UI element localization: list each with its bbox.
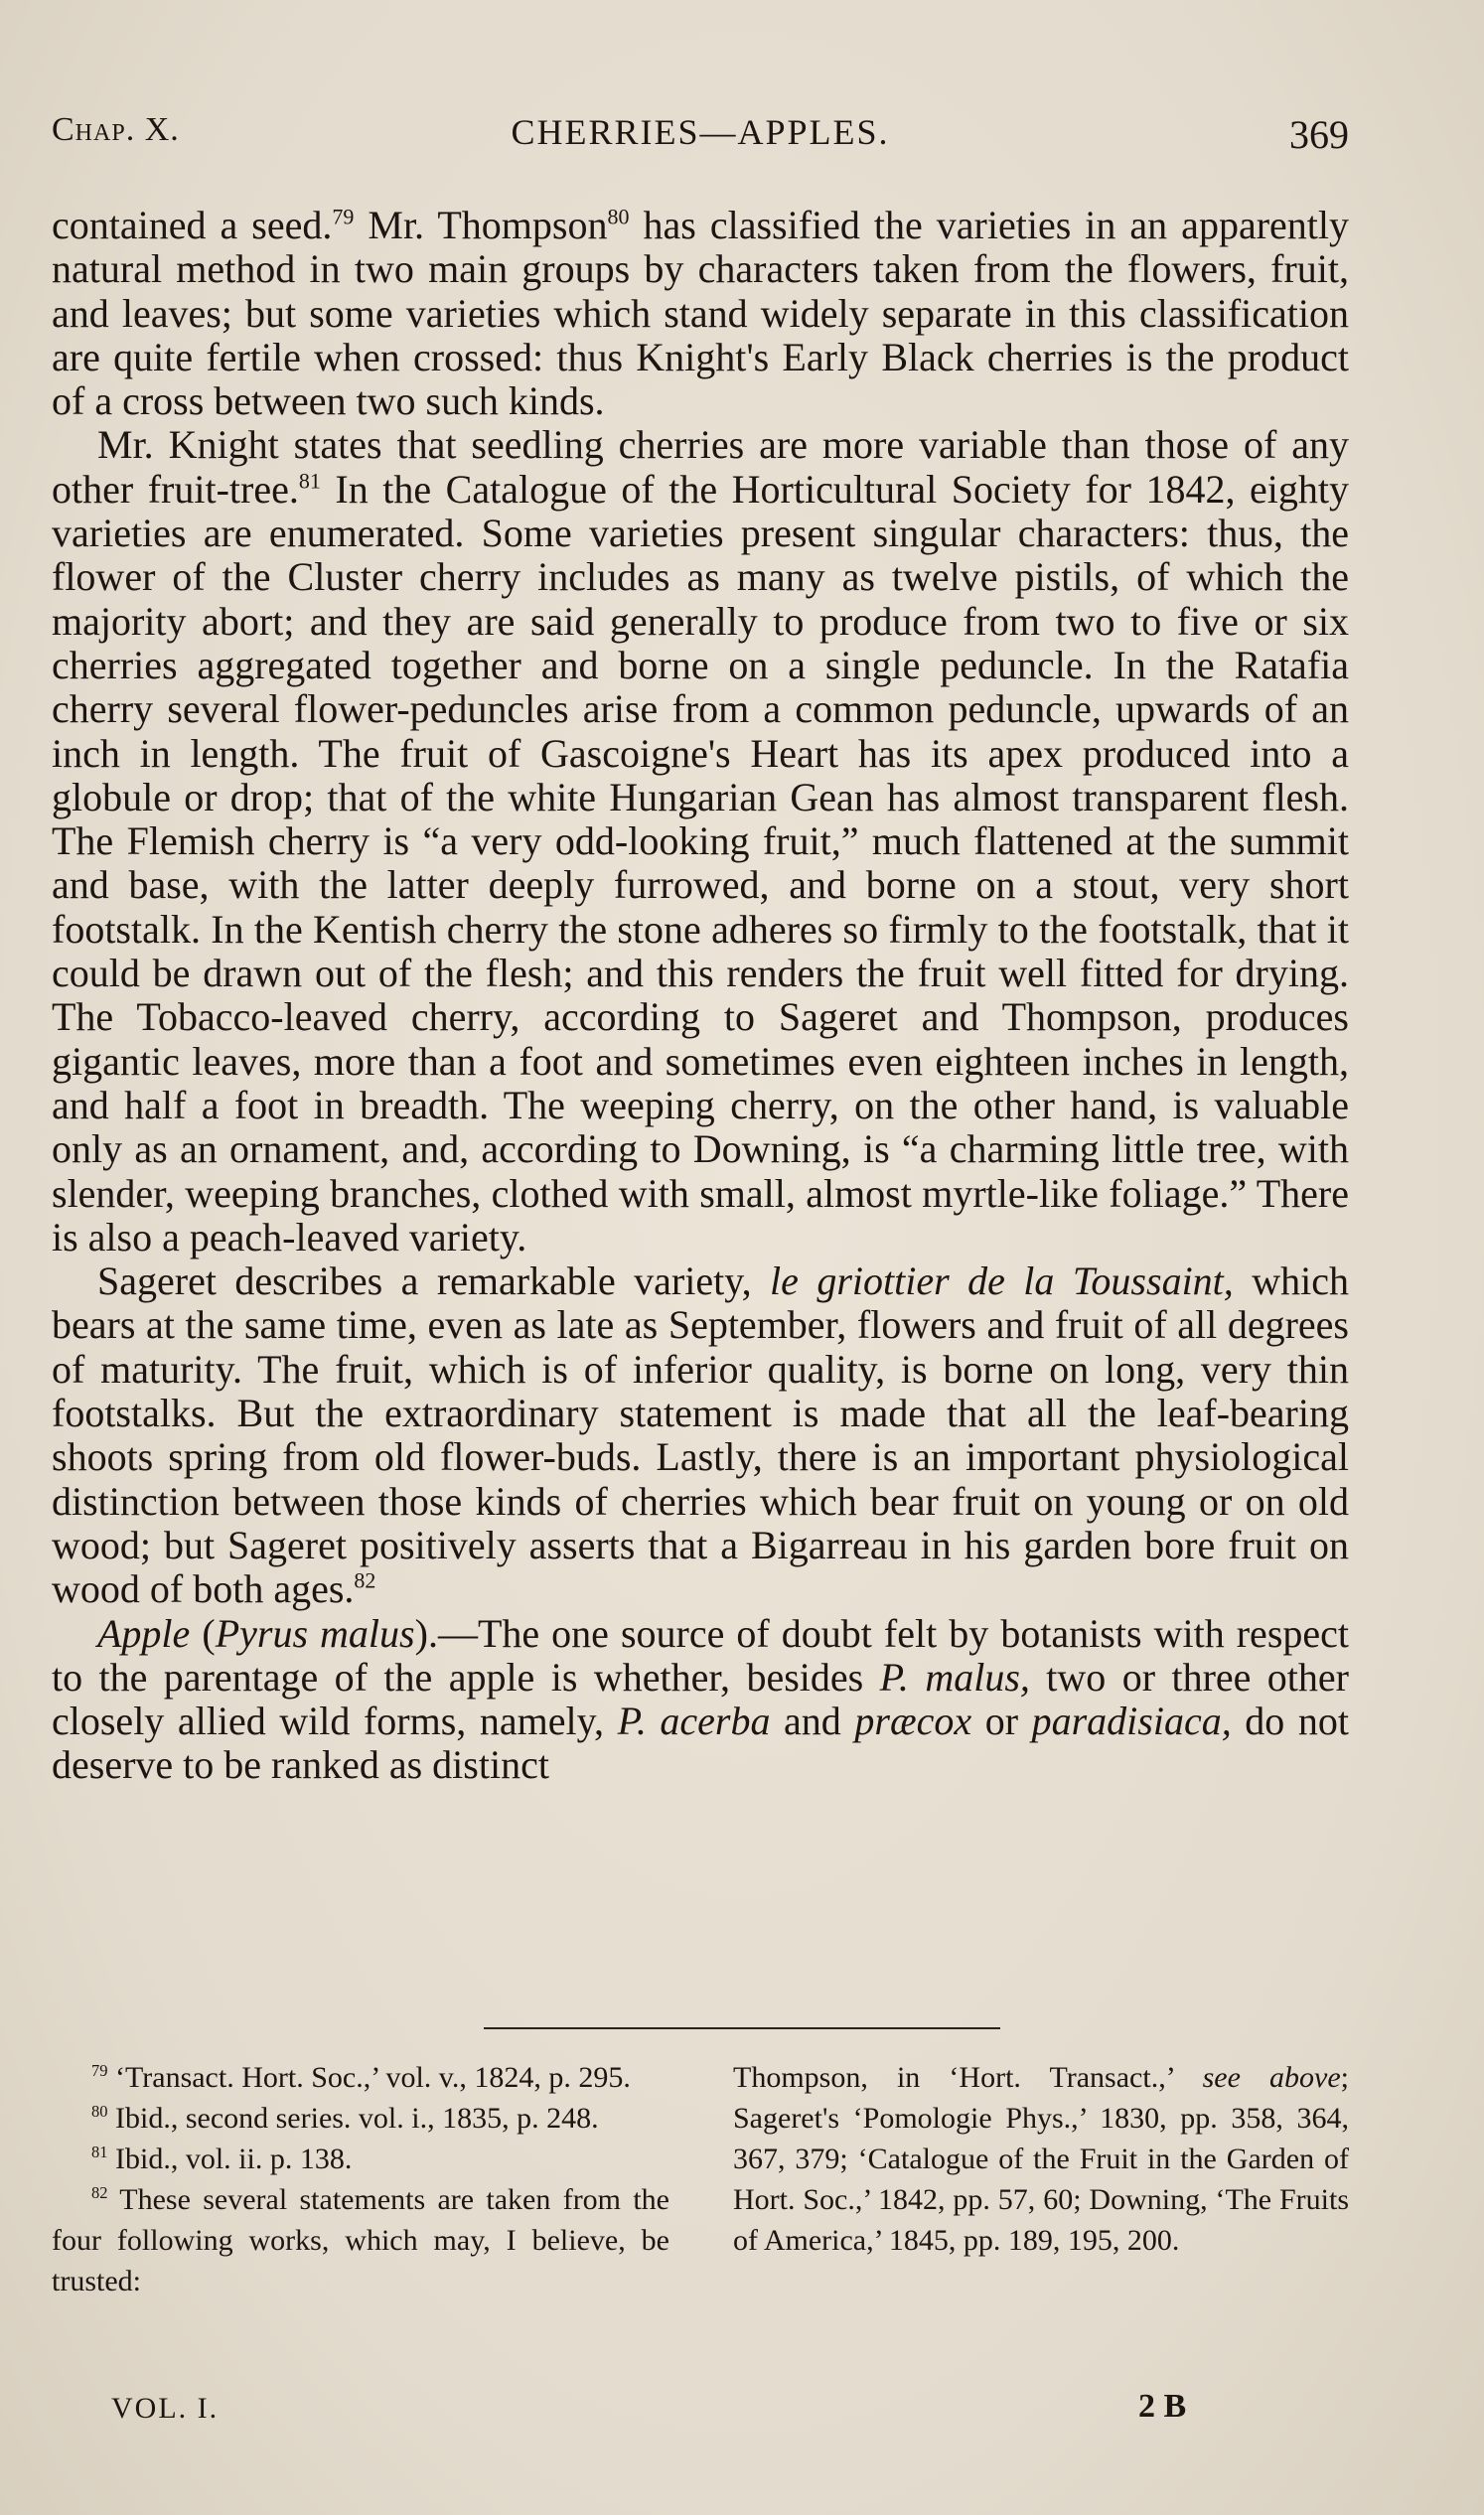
footnote-81: $^{81}$ Ibid., vol. ii. p. 138. xyxy=(91,2143,353,2175)
footnote-79: $^{79}$ ‘Transact. Hort. Soc.,’ vol. v., 1824, p. 295. xyxy=(91,2061,631,2094)
page-number: 369 xyxy=(1289,112,1349,157)
running-title: CHERRIES—APPLES. xyxy=(511,112,890,152)
footnote-ref-82: 82 xyxy=(354,1567,376,1593)
chapter-label: Chap. X. xyxy=(52,111,180,148)
paragraph-sageret-variety: Sageret describes a remarkable variety, le griottier de la Toussaint, which bears at the same time, even as late as September, flowers and fruit of all degrees of maturity. The fruit, which is of inferior quality, is borne on long, very thin footstalks. But the extraordinary statement is made that all the leaf-bearing shoots spring from old flower-buds. Lastly, there is an important physiological distinction between those kinds of cherries which bear fruit on young or on old wood; but Sageret positively asserts that a Bigarreau in his garden bore fruit on wood of both ages.$^{82}$ xyxy=(52,1258,1349,1612)
footnote-ref-81: 81 xyxy=(298,468,321,494)
paragraph-cherry-varieties: Mr. Knight states that seedling cherries are more variable than those of any other fruit-tree.$^{81}$ In the Catalogue of the Horticultural Society for 1842, eighty varieties are enumerated. Some varieties present singular characters: thus, the flower of the Cluster cherry includes as many as twelve pistils, of which the majority abort; and they are said generally to produce from two to five or six cherries aggregated together and borne on a single peduncle. In the Ratafia cherry several flower-peduncles arise from a common peduncle, upwards of an inch in length. The fruit of Gascoigne's Heart has its apex produced into a globule or drop; that of the white Hungarian Gean has almost transparent flesh. The Flemish cherry is “a very odd-looking fruit,” much flattened at the summit and base, with the latter deeply furrowed, and borne on a stout, very short footstalk. In the Kentish cherry the stone adheres so firmly to the footstalk, that it could be drawn out of the flesh; and this renders the fruit well fitted for drying. The Tobacco-leaved cherry, according to Sageret and Thompson, produces gigantic leaves, more than a foot and sometimes even eighteen inches in length, and half a foot in breadth. The weeping cherry, on the other hand, is valuable only as an ornament, and, according to Downing, is “a charming little tree, with slender, weeping branches, clothed with small, almost myrtle-like foliage.” There is also a peach-leaved variety. xyxy=(52,422,1349,1259)
footnotes-left-column xyxy=(52,2057,669,2301)
footnote-82-continued: Thompson, in ‘Hort. Transact.,’ see above; Sageret's ‘Pomologie Phys.,’ 1830, pp. 358, 364, 367, 379; ‘Catalogue of the Fruit in the Garden of Hort. Soc.,’ 1842, pp. 57, 60; Downing, ‘The Fruits of America,’ 1845, pp. 189, 195, 200. xyxy=(733,2061,1349,2257)
footnotes-right-column xyxy=(733,2057,1349,2261)
paragraph-apple: Apple (Pyrus malus).—The one source of doubt felt by botanists with respect to the parentage of the apple is whether, besides P. malus, two or three other closely allied wild forms, namely, P. acerba and præcox or paradisiaca, do not deserve to be ranked as distinct xyxy=(52,1610,1350,1788)
volume-label: VOL. I. xyxy=(111,2392,220,2425)
footnote-ref-79: 79 xyxy=(332,204,355,229)
paragraph-cherries-classification: contained a seed.$^{79}$ Mr. Thompson$^{80}$ has classified the varieties in an apparently natural method in two main groups by characters taken from the flowers, fruit, and leaves; but some varieties which stand widely separate in this classification are quite fertile when crossed: thus Knight's Early Black cherries is the product of a cross between two such kinds. xyxy=(52,203,1349,424)
running-header xyxy=(52,111,1349,171)
footnote-82: $^{82}$ These several statements are taken from the four following works, which may, I believe, be trusted: xyxy=(52,2183,669,2297)
footnote-ref-80: 80 xyxy=(607,204,630,229)
footnote-80: $^{80}$ Ibid., second series. vol. i., 1835, p. 248. xyxy=(91,2102,599,2135)
signature-mark: 2 B xyxy=(1138,2388,1187,2425)
footnote-divider xyxy=(484,2027,1000,2029)
main-text xyxy=(52,204,1349,1788)
